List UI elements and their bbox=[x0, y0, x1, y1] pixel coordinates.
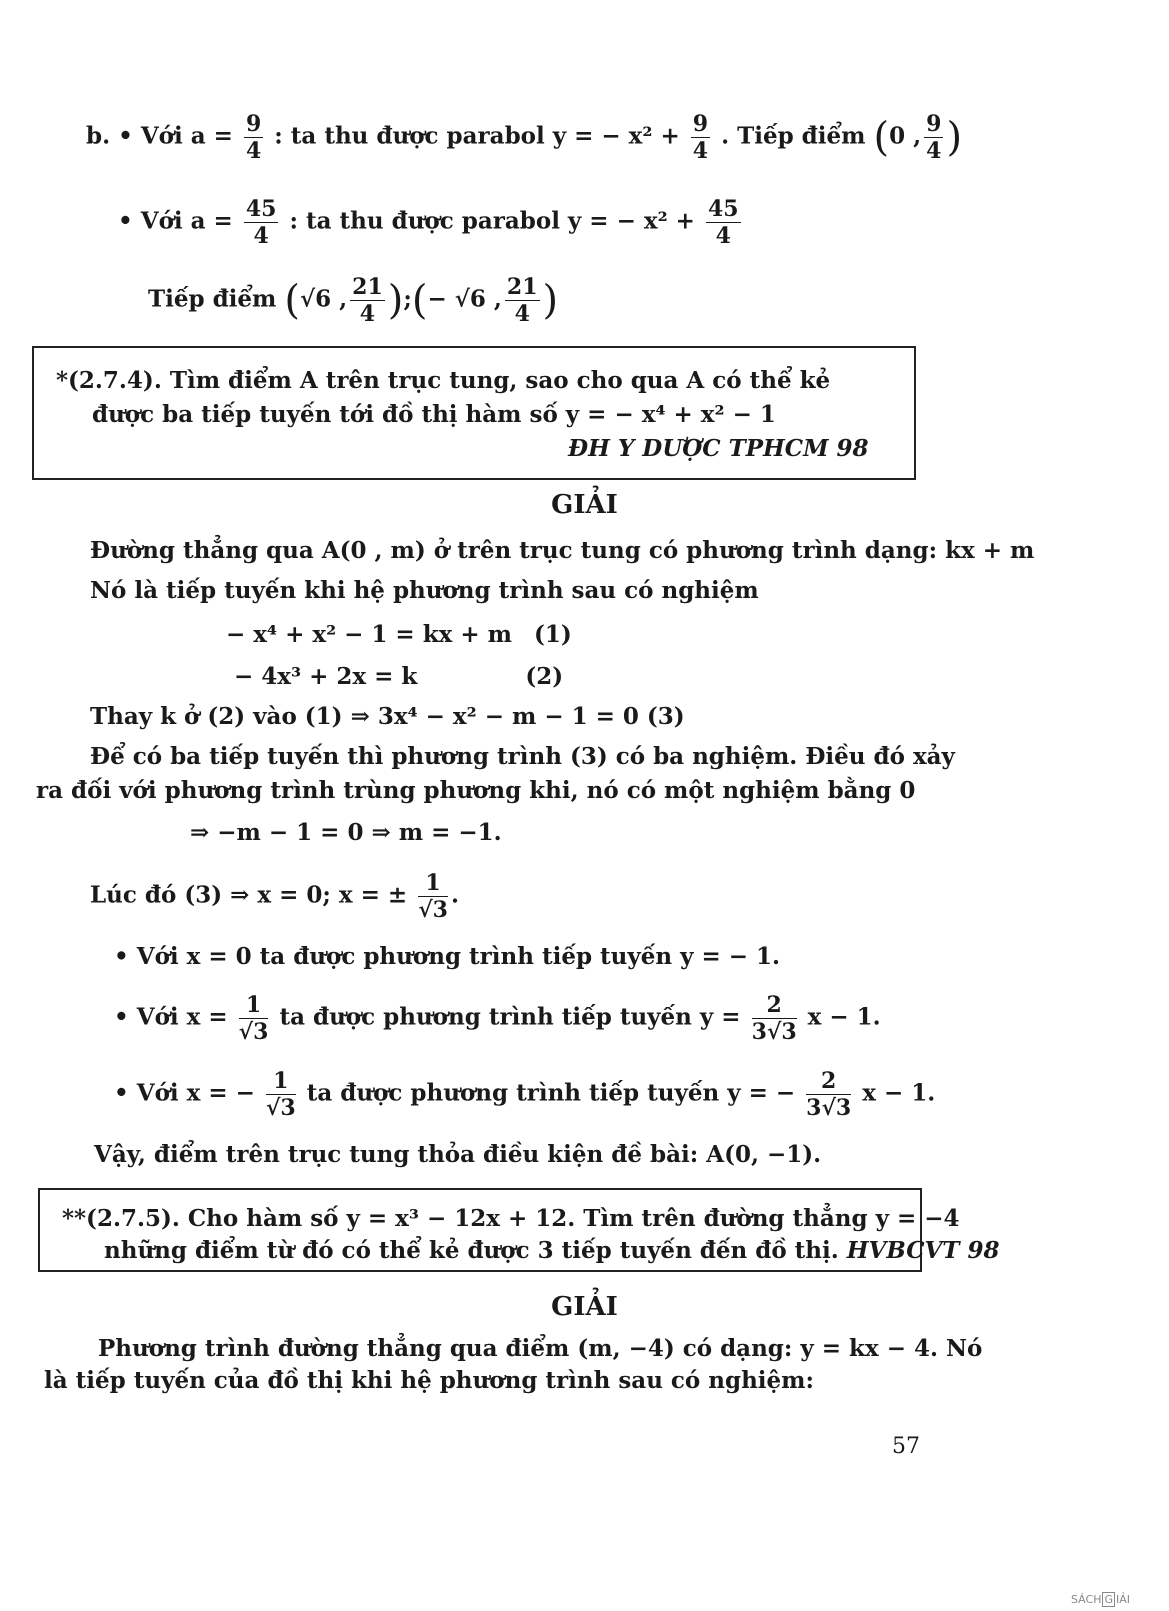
denominator: 4 bbox=[514, 301, 530, 327]
problem-1-line-1 bbox=[56, 366, 830, 396]
paren-close: ) bbox=[542, 277, 559, 324]
fraction bbox=[239, 994, 269, 1043]
conclusion-line: Vậy, điểm trên trục tung thỏa điều kiện đề bài: A(0, −1). bbox=[94, 1141, 822, 1168]
text: ta được phương trình tiếp tuyến y = − bbox=[306, 1079, 796, 1107]
fraction bbox=[244, 113, 263, 162]
denominator: 4 bbox=[926, 138, 942, 164]
reason-line: Để có ba tiếp tuyến thì phương trình (3) có ba nghiệm. Điều đó xảy bbox=[90, 743, 955, 770]
text: : ta thu được parabol y = − x² + bbox=[289, 207, 695, 235]
problem-1-line-2: được ba tiếp tuyến tới đồ thị hàm số y = − x⁴ + x² − 1 bbox=[92, 401, 776, 428]
page-number: 57 bbox=[892, 1434, 920, 1459]
bullet-item bbox=[114, 994, 881, 1043]
solution-2-line-1: Phương trình đường thẳng qua điểm (m, −4) có dạng: y = kx − 4. Nó bbox=[98, 1335, 983, 1362]
implication-line: ⇒ −m − 1 = 0 ⇒ m = −1. bbox=[190, 819, 502, 846]
denominator: 4 bbox=[692, 138, 709, 164]
numerator: 21 bbox=[506, 274, 538, 300]
text: : ta thu được parabol y = − x² + bbox=[274, 122, 680, 150]
fraction bbox=[924, 113, 943, 162]
part-b-line-3: Tiếp điểm (√6 , $\frac{21}{4}$ );(− √6 , $\frac{21}{4}$ ) bbox=[148, 274, 559, 327]
text: . bbox=[450, 881, 459, 909]
text: (2) bbox=[525, 663, 564, 690]
solution-heading: GIẢI bbox=[551, 1292, 618, 1322]
text: − √6 bbox=[427, 285, 486, 313]
text: SÁCH bbox=[1071, 1593, 1102, 1606]
denominator: 3√3 bbox=[751, 1019, 797, 1045]
fraction bbox=[691, 113, 710, 162]
part-b-line-1: b. • Với a = $\frac{9}{4}$ : ta thu được parabol y = − x² + $\frac{9}{4}$ . Tiếp điểm (0 , $\frac{9}{4}$ ) bbox=[86, 111, 963, 164]
bullet: • bbox=[114, 1079, 129, 1107]
part-label: b. bbox=[86, 122, 111, 150]
denominator: 4 bbox=[359, 301, 376, 327]
bullet-item bbox=[114, 1070, 935, 1119]
bullet: • bbox=[114, 943, 129, 970]
text: . Tiếp điểm bbox=[721, 122, 866, 150]
numerator: 1 bbox=[266, 1070, 296, 1095]
fraction bbox=[752, 994, 797, 1043]
text: 0 bbox=[889, 122, 906, 150]
text: ; bbox=[403, 285, 412, 313]
bullet-item bbox=[114, 942, 780, 972]
denominator: 4 bbox=[245, 138, 262, 164]
numerator: 2 bbox=[806, 1070, 851, 1095]
text: G bbox=[1104, 1593, 1114, 1606]
denominator: √3 bbox=[265, 1095, 296, 1121]
text: Với a = bbox=[140, 122, 233, 150]
text: Tìm điểm A trên trục tung, sao cho qua A có thể kẻ bbox=[169, 367, 831, 394]
numerator: 2 bbox=[752, 994, 797, 1019]
text: √6 bbox=[300, 285, 332, 313]
solution-heading: GIẢI bbox=[551, 490, 618, 520]
numerator: 9 bbox=[926, 111, 942, 137]
text: (1) bbox=[534, 621, 572, 648]
problem-number: **(2.7.5). bbox=[62, 1205, 180, 1232]
solution-2-line-2: là tiếp tuyến của đồ thị khi hệ phương trình sau có nghiệm: bbox=[44, 1367, 814, 1394]
denominator: 4 bbox=[715, 223, 731, 249]
solution-line: Đường thẳng qua A(0 , m) ở trên trục tung có phương trình dạng: kx + m bbox=[90, 537, 1035, 564]
text: Với x = 0 ta được phương trình tiếp tuyến y = − 1. bbox=[136, 943, 781, 970]
solution-line: Nó là tiếp tuyến khi hệ phương trình sau có nghiệm bbox=[90, 577, 759, 604]
text: IẢI bbox=[1116, 1593, 1131, 1606]
fraction bbox=[244, 198, 279, 247]
numerator: 9 bbox=[692, 111, 709, 137]
text: Với x = bbox=[136, 1003, 228, 1031]
denominator: 4 bbox=[253, 223, 269, 249]
text: Lúc đó (3) ⇒ x = 0; x = ± bbox=[90, 881, 408, 909]
text: Tiếp điểm bbox=[148, 285, 277, 313]
problem-1-source: ĐH Y DƯỢC TPHCM 98 bbox=[568, 435, 869, 462]
fraction bbox=[266, 1070, 296, 1119]
text: những điểm từ đó có thể kẻ được 3 tiếp tuyến đến đồ thị. bbox=[104, 1237, 839, 1264]
problem-2-line-1 bbox=[62, 1204, 960, 1234]
problem-2-line-2 bbox=[104, 1236, 1000, 1266]
system-equation-1 bbox=[226, 620, 572, 650]
numerator: 9 bbox=[245, 111, 262, 137]
system-equation-2 bbox=[234, 662, 563, 692]
paren-open: ( bbox=[411, 277, 428, 324]
fraction bbox=[706, 198, 741, 247]
paren-close: ) bbox=[946, 114, 963, 161]
numerator: 1 bbox=[239, 994, 269, 1019]
fraction bbox=[806, 1070, 851, 1119]
numerator: 45 bbox=[707, 196, 739, 222]
paren-open: ( bbox=[873, 114, 890, 161]
bullet: • bbox=[118, 207, 133, 235]
problem-2-source: HVBCVT 98 bbox=[846, 1237, 1000, 1264]
text: − x⁴ + x² − 1 = kx + m bbox=[226, 621, 512, 648]
text: Với a = bbox=[140, 207, 233, 235]
substitution-line: Thay k ở (2) vào (1) ⇒ 3x⁴ − x² − m − 1 = 0 (3) bbox=[90, 703, 685, 730]
bullet: • bbox=[114, 1003, 129, 1031]
text: x − 1. bbox=[807, 1003, 881, 1031]
paren-close: ) bbox=[387, 277, 404, 324]
text: ta được phương trình tiếp tuyến y = bbox=[279, 1003, 741, 1031]
numerator: 1 bbox=[418, 872, 448, 897]
denominator: 3√3 bbox=[806, 1095, 852, 1121]
reason-line: ra đối với phương trình trùng phương khi, nó có một nghiệm bằng 0 bbox=[36, 777, 916, 804]
denominator: √3 bbox=[418, 897, 448, 923]
bullet: • bbox=[118, 122, 133, 150]
fraction bbox=[418, 872, 448, 921]
text: Cho hàm số y = x³ − 12x + 12. Tìm trên đường thẳng y = −4 bbox=[187, 1205, 960, 1232]
numerator: 45 bbox=[245, 196, 277, 222]
part-b-line-2 bbox=[118, 198, 744, 247]
numerator: 21 bbox=[352, 274, 383, 300]
text: Với x = − bbox=[136, 1079, 255, 1107]
text: x − 1. bbox=[862, 1079, 936, 1107]
roots-line bbox=[90, 872, 459, 921]
text: − 4x³ + 2x = k bbox=[234, 663, 418, 690]
watermark-logo bbox=[1071, 1593, 1130, 1606]
fraction bbox=[505, 276, 540, 325]
paren-open: ( bbox=[284, 277, 300, 324]
denominator: √3 bbox=[238, 1019, 269, 1045]
problem-number: *(2.7.4). bbox=[56, 367, 162, 394]
fraction bbox=[350, 276, 385, 325]
